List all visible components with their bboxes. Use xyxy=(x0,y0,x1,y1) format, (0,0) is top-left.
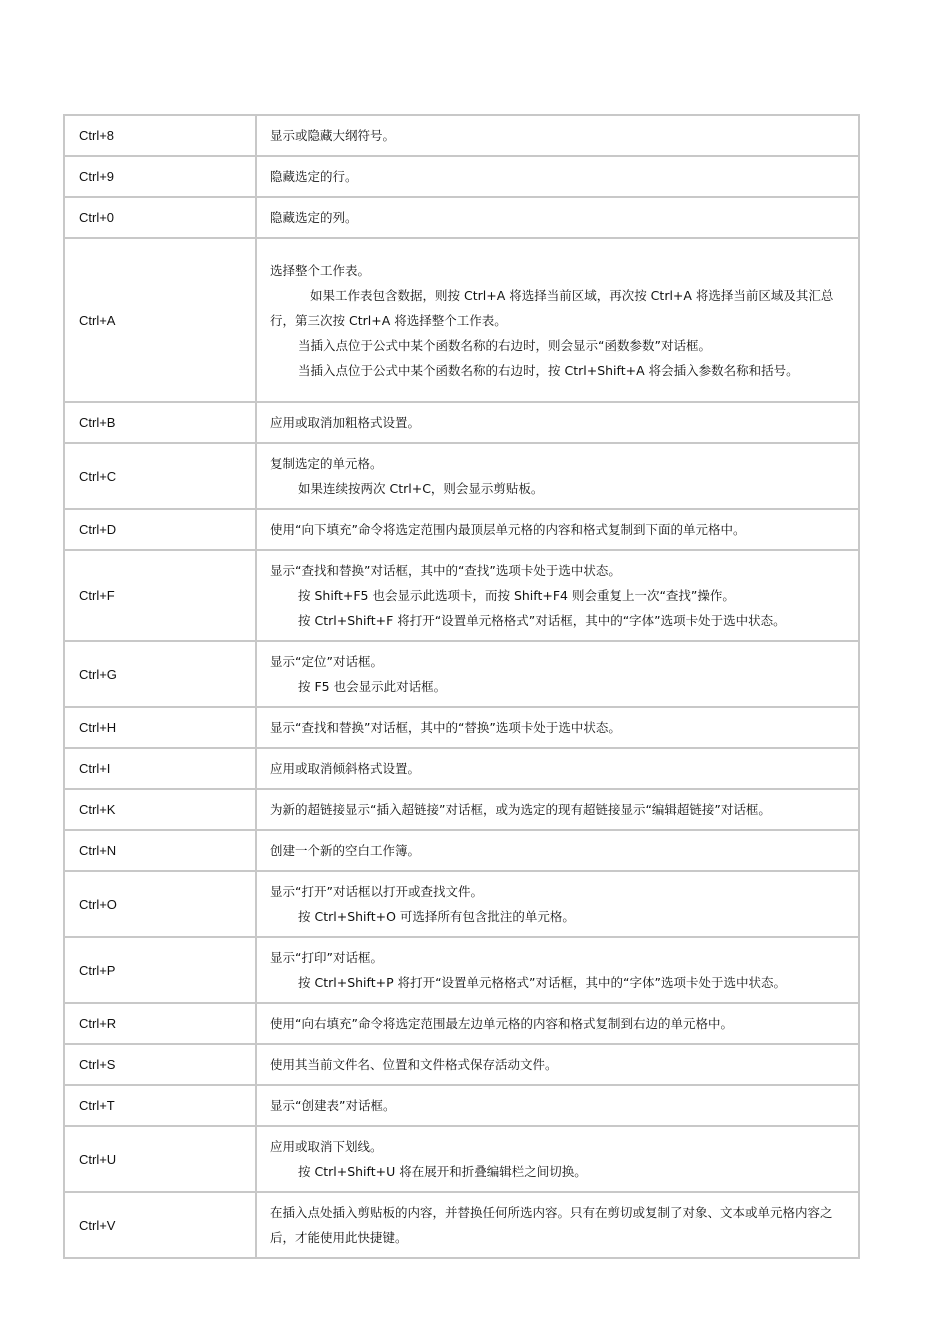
description-line: 隐藏选定的行。 xyxy=(270,169,358,184)
description-line: 按 F5 也会显示此对话框。 xyxy=(298,679,447,694)
shortcut-description-cell xyxy=(256,238,859,402)
description-line: 按 Ctrl+Shift+O 可选择所有包含批注的单元格。 xyxy=(298,909,575,924)
description-line: 选择整个工作表。 xyxy=(270,262,371,278)
shortcut-key-cell: Ctrl+U xyxy=(64,1126,256,1192)
shortcut-description-cell xyxy=(256,641,859,707)
shortcut-description-cell xyxy=(256,402,859,443)
description-line: 如果工作表包含数据，则按 Ctrl+A 将选择当前区域，再次按 Ctrl+A 将选择当前区域及其汇总行，第三次按 Ctrl+A 将选择整个工作表。 xyxy=(270,287,834,328)
shortcut-description-cell xyxy=(256,115,859,156)
description-line: 按 Ctrl+Shift+U 将在展开和折叠编辑栏之间切换。 xyxy=(298,1164,587,1179)
shortcut-description-cell xyxy=(256,509,859,550)
shortcut-key-cell: Ctrl+A xyxy=(64,238,256,402)
description-line: 复制选定的单元格。 xyxy=(270,456,383,471)
shortcut-description-cell xyxy=(256,830,859,871)
shortcut-document xyxy=(63,114,858,1259)
shortcut-description-cell xyxy=(256,550,859,641)
shortcut-description-cell xyxy=(256,748,859,789)
description-line: 显示“打开”对话框以打开或查找文件。 xyxy=(270,884,483,899)
table-row xyxy=(64,402,859,443)
shortcut-description-cell xyxy=(256,197,859,238)
description-line: 显示“定位”对话框。 xyxy=(270,654,383,669)
table-row xyxy=(64,1044,859,1085)
table-row xyxy=(64,830,859,871)
shortcut-description-cell xyxy=(256,789,859,830)
table-row xyxy=(64,1085,859,1126)
description-line: 显示或隐藏大纲符号。 xyxy=(270,128,396,143)
table-row xyxy=(64,789,859,830)
shortcut-key-cell: Ctrl+8 xyxy=(64,115,256,156)
description-line: 应用或取消加粗格式设置。 xyxy=(270,415,421,430)
table-row xyxy=(64,641,859,707)
shortcut-key-cell: Ctrl+K xyxy=(64,789,256,830)
description-line: 隐藏选定的列。 xyxy=(270,210,358,225)
table-row xyxy=(64,115,859,156)
table-row xyxy=(64,748,859,789)
description-line: 使用“向右填充”命令将选定范围最左边单元格的内容和格式复制到右边的单元格中。 xyxy=(270,1016,733,1031)
description-line: 在插入点处插入剪贴板的内容，并替换任何所选内容。只有在剪切或复制了对象、文本或单元格内容之后，才能使用此快捷键。 xyxy=(270,1205,833,1245)
shortcut-key-cell: Ctrl+R xyxy=(64,1003,256,1044)
description-line: 创建一个新的空白工作簿。 xyxy=(270,843,421,858)
table-row xyxy=(64,156,859,197)
shortcut-key-cell: Ctrl+S xyxy=(64,1044,256,1085)
table-row xyxy=(64,1192,859,1258)
shortcut-table xyxy=(63,114,860,1259)
description-line: 使用其当前文件名、位置和文件格式保存活动文件。 xyxy=(270,1057,558,1072)
shortcut-key-cell: Ctrl+V xyxy=(64,1192,256,1258)
shortcut-key-cell: Ctrl+O xyxy=(64,871,256,937)
description-line: 按 Shift+F5 也会显示此选项卡，而按 Shift+F4 则会重复上一次“查找”操作。 xyxy=(298,588,735,603)
shortcut-key-cell: Ctrl+B xyxy=(64,402,256,443)
table-row xyxy=(64,1126,859,1192)
description-line: 显示“创建表”对话框。 xyxy=(270,1098,396,1113)
table-row xyxy=(64,937,859,1003)
table-row xyxy=(64,1003,859,1044)
description-line: 显示“查找和替换”对话框，其中的“替换”选项卡处于选中状态。 xyxy=(270,720,621,735)
shortcut-description-cell xyxy=(256,1085,859,1126)
shortcut-description-cell xyxy=(256,1003,859,1044)
description-line: 如果连续按两次 Ctrl+C，则会显示剪贴板。 xyxy=(298,481,544,496)
description-line: 当插入点位于公式中某个函数名称的右边时，按 Ctrl+Shift+A 将会插入参数名称和括号。 xyxy=(298,362,799,378)
shortcut-description-cell xyxy=(256,156,859,197)
table-row xyxy=(64,707,859,748)
table-row xyxy=(64,197,859,238)
description-line: 显示“打印”对话框。 xyxy=(270,950,383,965)
shortcut-key-cell: Ctrl+I xyxy=(64,748,256,789)
shortcut-description-cell xyxy=(256,937,859,1003)
shortcut-key-cell: Ctrl+T xyxy=(64,1085,256,1126)
shortcut-description-cell xyxy=(256,443,859,509)
shortcut-description-cell xyxy=(256,871,859,937)
shortcut-description-cell xyxy=(256,1044,859,1085)
shortcut-key-cell: Ctrl+9 xyxy=(64,156,256,197)
shortcut-key-cell: Ctrl+N xyxy=(64,830,256,871)
shortcut-key-cell: Ctrl+F xyxy=(64,550,256,641)
shortcut-description-cell xyxy=(256,707,859,748)
shortcut-key-cell: Ctrl+H xyxy=(64,707,256,748)
table-row xyxy=(64,509,859,550)
description-line: 应用或取消下划线。 xyxy=(270,1139,383,1154)
description-line: 使用“向下填充”命令将选定范围内最顶层单元格的内容和格式复制到下面的单元格中。 xyxy=(270,522,746,537)
shortcut-description-cell xyxy=(256,1192,859,1258)
table-row xyxy=(64,238,859,402)
description-line: 按 Ctrl+Shift+P 将打开“设置单元格格式”对话框，其中的“字体”选项卡处于选中状态。 xyxy=(298,975,786,990)
description-line: 为新的超链接显示“插入超链接”对话框，或为选定的现有超链接显示“编辑超链接”对话框。 xyxy=(270,802,771,817)
table-row xyxy=(64,443,859,509)
table-row xyxy=(64,871,859,937)
table-row xyxy=(64,550,859,641)
shortcut-key-cell: Ctrl+P xyxy=(64,937,256,1003)
shortcut-table-body xyxy=(64,115,859,1258)
shortcut-key-cell: Ctrl+C xyxy=(64,443,256,509)
shortcut-key-cell: Ctrl+G xyxy=(64,641,256,707)
description-line: 按 Ctrl+Shift+F 将打开“设置单元格格式”对话框，其中的“字体”选项卡处于选中状态。 xyxy=(298,613,786,628)
description-line: 应用或取消倾斜格式设置。 xyxy=(270,761,421,776)
description-line: 当插入点位于公式中某个函数名称的右边时，则会显示“函数参数”对话框。 xyxy=(298,337,711,353)
shortcut-key-cell: Ctrl+D xyxy=(64,509,256,550)
shortcut-key-cell: Ctrl+0 xyxy=(64,197,256,238)
description-line: 显示“查找和替换”对话框，其中的“查找”选项卡处于选中状态。 xyxy=(270,563,621,578)
shortcut-description-cell xyxy=(256,1126,859,1192)
